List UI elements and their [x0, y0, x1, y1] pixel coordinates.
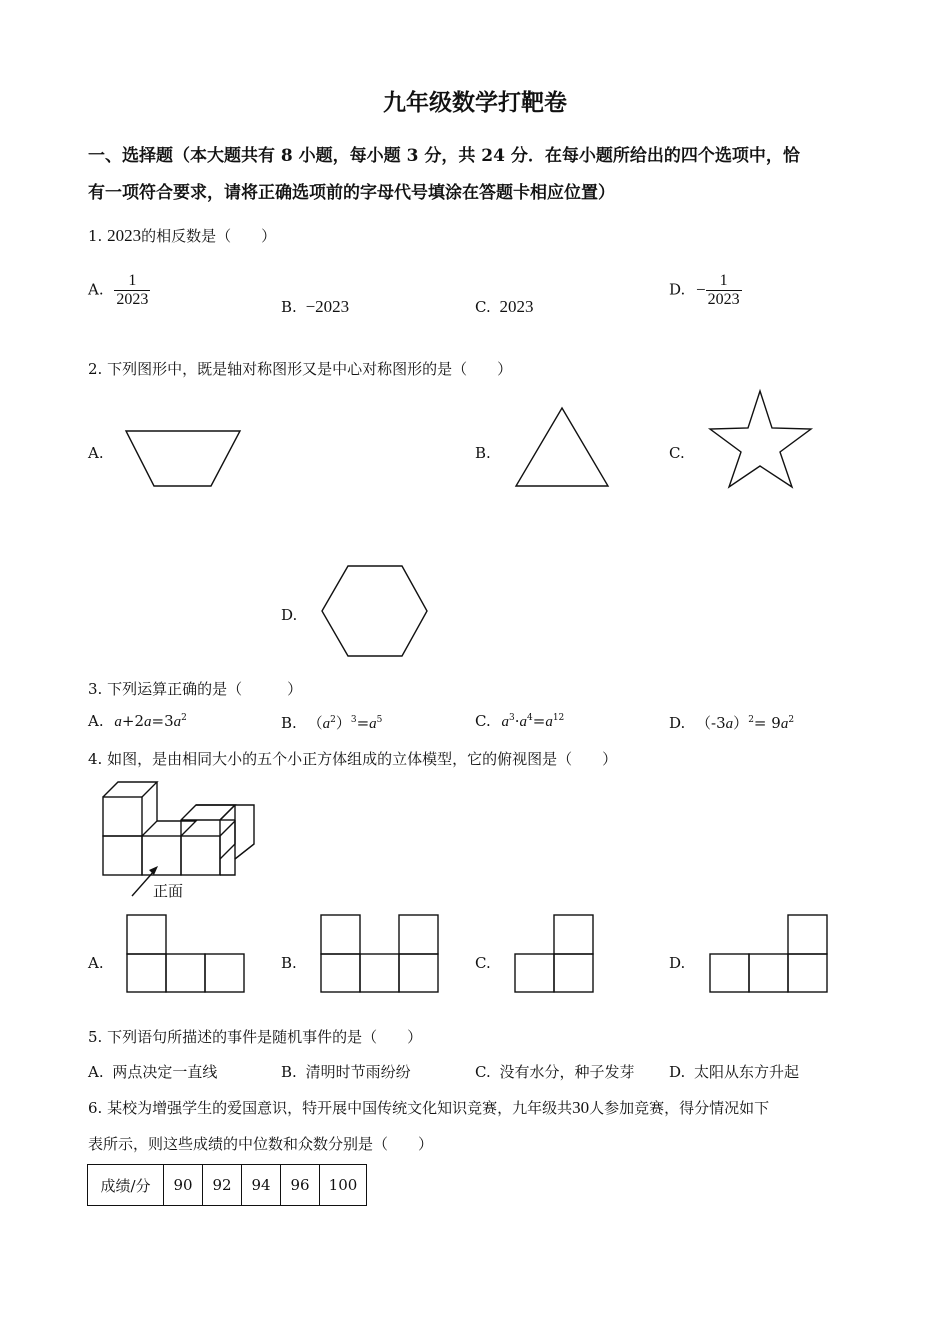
- q3-option-b[interactable]: B. $(a^2)^3=a^5$: [281, 714, 383, 732]
- fraction: $\frac{1}{2023}$: [116, 272, 149, 308]
- question-number: 1.: [88, 227, 103, 245]
- question-2: 2. 下列图形中，既是轴对称图形又是中心对称图形的是（ ）: [88, 360, 513, 378]
- question-4: 4. 如图，是由相同大小的五个小正方体组成的立体模型，它的俯视图是（ ）: [88, 750, 618, 768]
- q2-option-b-label[interactable]: B.: [475, 444, 491, 462]
- question-3: 3. 下列运算正确的是（ ）: [88, 680, 303, 698]
- table-cell: 90: [164, 1165, 203, 1206]
- q4-option-b-label[interactable]: B.: [281, 954, 297, 972]
- q4-option-c-label[interactable]: C.: [475, 954, 491, 972]
- question-1-text: 的相反数是（ ）: [141, 227, 277, 245]
- q3-option-d[interactable]: D. $(-3a)^2= 9a^2$: [669, 714, 795, 732]
- q5-option-a[interactable]: A. 两点决定一直线: [88, 1063, 218, 1081]
- q4-option-d-label[interactable]: D.: [669, 954, 686, 972]
- q1-option-a[interactable]: A. $\frac{1}{2023}$: [88, 272, 149, 308]
- q4-option-a-label[interactable]: A.: [88, 954, 104, 972]
- q1-option-c[interactable]: C. 2023: [475, 297, 534, 316]
- table-cell: 92: [203, 1165, 242, 1206]
- q2-option-a-label[interactable]: A.: [88, 444, 104, 462]
- q3-option-a[interactable]: A. $a+2a=3a^2$: [88, 712, 187, 730]
- table-cell: 96: [281, 1165, 320, 1206]
- q1-option-b[interactable]: B. −2023: [281, 297, 350, 316]
- table-cell: 100: [320, 1165, 367, 1206]
- table-header-cell: 成绩/分: [88, 1165, 164, 1206]
- q2-option-d-label[interactable]: D.: [281, 606, 298, 624]
- q3-option-c[interactable]: C. $a^3\cdot a^4=a^{12}$: [475, 712, 565, 730]
- page-title: 九年级数学打靶卷: [383, 89, 567, 116]
- front-label: 正面: [153, 882, 184, 900]
- q5-option-c[interactable]: C. 没有水分，种子发芽: [475, 1063, 635, 1081]
- question-1-value: 2023: [107, 226, 142, 245]
- q1-option-d[interactable]: D. − $\frac{1}{2023}$: [669, 272, 740, 308]
- q5-option-d[interactable]: D. 太阳从东方升起: [669, 1063, 800, 1081]
- question-6-line-2: 表所示，则这些成绩的中位数和众数分别是（ ）: [88, 1135, 434, 1153]
- section-instructions-line-1: 一、选择题（本大题共有 8 小题，每小题 3 分，共 24 分．在每小题所给出的四个选项中，恰: [88, 146, 800, 166]
- table-row: [88, 1165, 367, 1206]
- question-5: 5. 下列语句所描述的事件是随机事件的是（ ）: [88, 1028, 423, 1046]
- question-6-line-1: 6. 某校为增强学生的爱国意识，特开展中国传统文化知识竞赛，九年级共30人参加竞赛，得分情况如下: [88, 1098, 770, 1117]
- score-table: [87, 1164, 367, 1206]
- table-cell: 94: [242, 1165, 281, 1206]
- q2-option-c-label[interactable]: C.: [669, 444, 685, 462]
- section-instructions-line-2: 有一项符合要求，请将正确选项前的字母代号填涂在答题卡相应位置）: [88, 183, 615, 203]
- q5-option-b[interactable]: B. 清明时节雨纷纷: [281, 1063, 411, 1081]
- fraction: $\frac{1}{2023}$: [707, 272, 740, 308]
